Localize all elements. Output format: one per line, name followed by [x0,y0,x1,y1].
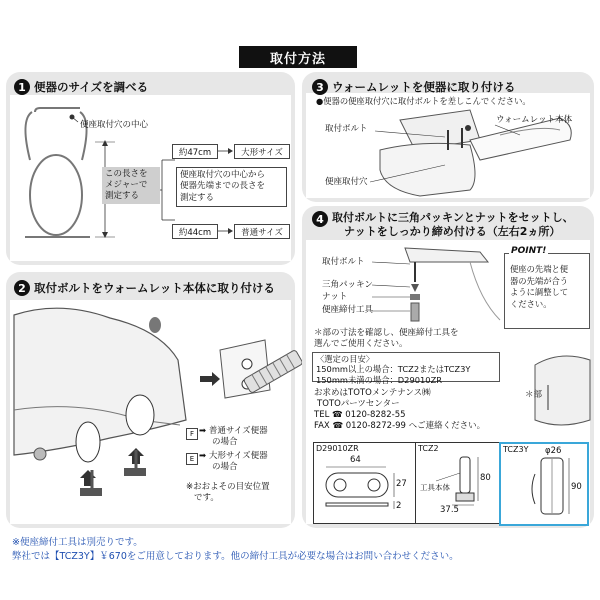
tool-select-note-line: ＊部の寸法を確認し、便座締付工具を [314,328,459,338]
tool-select-note [314,328,459,350]
distance-label-line: 便器先端までの長さを [180,181,266,192]
tool-dim: 2 [396,501,402,511]
size-large-name: 大形サイズ [234,144,290,159]
step4-heading-line1: 取付ボルトに三角パッキンとナットをセットし、 [332,211,574,224]
option-f-line: ➡ 普通サイズ便器 [199,426,268,436]
footer-note-1: ※便座締付工具は別売りです。 [12,537,143,548]
size-normal-name: 普通サイズ [234,224,290,239]
size-large-value: 約47cm [172,144,218,159]
option-f-line: の場合 [212,436,238,447]
contact-fax: FAX ☎ 0120-8272-99 へご連絡ください。 [314,421,486,432]
page-title: 取付方法 [239,46,357,68]
step4-heading-line2: ナットをしっかり締め付ける（左右2ヵ所） [344,225,561,239]
bolt-label: 取付ボルト [325,124,368,134]
distance-label-line: 測定する [180,192,215,203]
measure-note-line: この長さを [105,169,148,179]
part-packing: 三角パッキン [322,280,373,290]
step4-number: 4 [312,211,328,227]
point-text-line: 便座の先端と便 [510,264,569,274]
hole-center-label: 便座取付穴の中心 [80,120,149,130]
approx-note-line: です。 [194,492,219,503]
size-normal-value: 約44cm [172,224,218,239]
tool-tcz3y [499,442,589,526]
tool-tcz2 [415,442,501,524]
footer-note-2: 弊社では【TCZ3Y】￥670をご用意しております。他の締付工具が必要な場合はお問い合わせください。 [12,551,459,562]
tool-name: D29010ZR [316,444,359,453]
tool-dim: 27 [396,479,407,489]
guide-title: 〈選定の目安〉 [316,354,375,364]
approx-note-line: ※おおよその目安位置 [186,482,270,492]
step2-number: 2 [14,280,30,296]
distance-label-line: 便座取付穴の中心から [180,170,266,181]
point-text-line: ください。 [510,298,552,309]
tool-d29010zr [313,442,417,524]
warmlet-body-label: ウォームレット本体 [496,115,573,125]
step1-heading-text: 便器のサイズを調べる [34,80,149,94]
point-text-line: 器の先端が合う [510,275,569,286]
marker-f: F [186,428,198,440]
tool-dim: 64 [350,455,361,465]
contact-center: TOTOパーツセンター [317,399,400,410]
step1-number: 1 [14,79,30,95]
step3-heading-text: ウォームレットを便器に取り付ける [332,80,516,94]
tool-dim: φ26 [545,446,562,456]
tool-select-note-line: 選んでご使用ください。 [314,339,408,350]
tool-dim: 37.5 [440,505,459,515]
measure-note-line: メジャーで [105,180,148,191]
contact-info [314,388,485,432]
part-nut: ナット [322,292,348,302]
seat-hole-label: 便座取付穴 [325,177,368,187]
measure-note-line: 測定する [105,191,140,202]
step3-bullet: ●便器の便座取付穴に取付ボルトを差しこんでください。 [316,96,531,106]
guide-box [312,352,500,385]
part-tool: 便座締付工具 [322,305,374,315]
step2-heading-text: 取付ボルトをウォームレット本体に取り付ける [34,281,275,295]
tool-dim: 工具本体 [420,483,450,492]
tool-dim: 90 [571,482,582,492]
tool-dim: 80 [480,473,491,483]
point-box [504,246,590,329]
point-text-line: ように調整して [510,287,569,298]
contact-title: お求めはTOTOメンテナンス㈱ [314,388,431,398]
part-bolt: 取付ボルト [322,257,365,267]
marker-e: E [186,453,198,465]
guide-line: 150mm以上の場合：TCZ2またはTCZ3Y [316,364,471,375]
guide-line: 150mm未満の場合：D29010ZR [316,374,443,385]
step3-number: 3 [312,79,328,95]
option-e-line: ➡ 大形サイズ便器 [199,451,268,461]
tool-name: TCZ3Y [503,445,529,454]
asterisk-label: ＊部 [525,390,543,400]
contact-tel: TEL ☎ 0120-8282-55 [314,410,406,421]
tool-name: TCZ2 [418,444,439,453]
option-e-line: の場合 [212,461,238,472]
point-title: POINT! [511,246,547,256]
